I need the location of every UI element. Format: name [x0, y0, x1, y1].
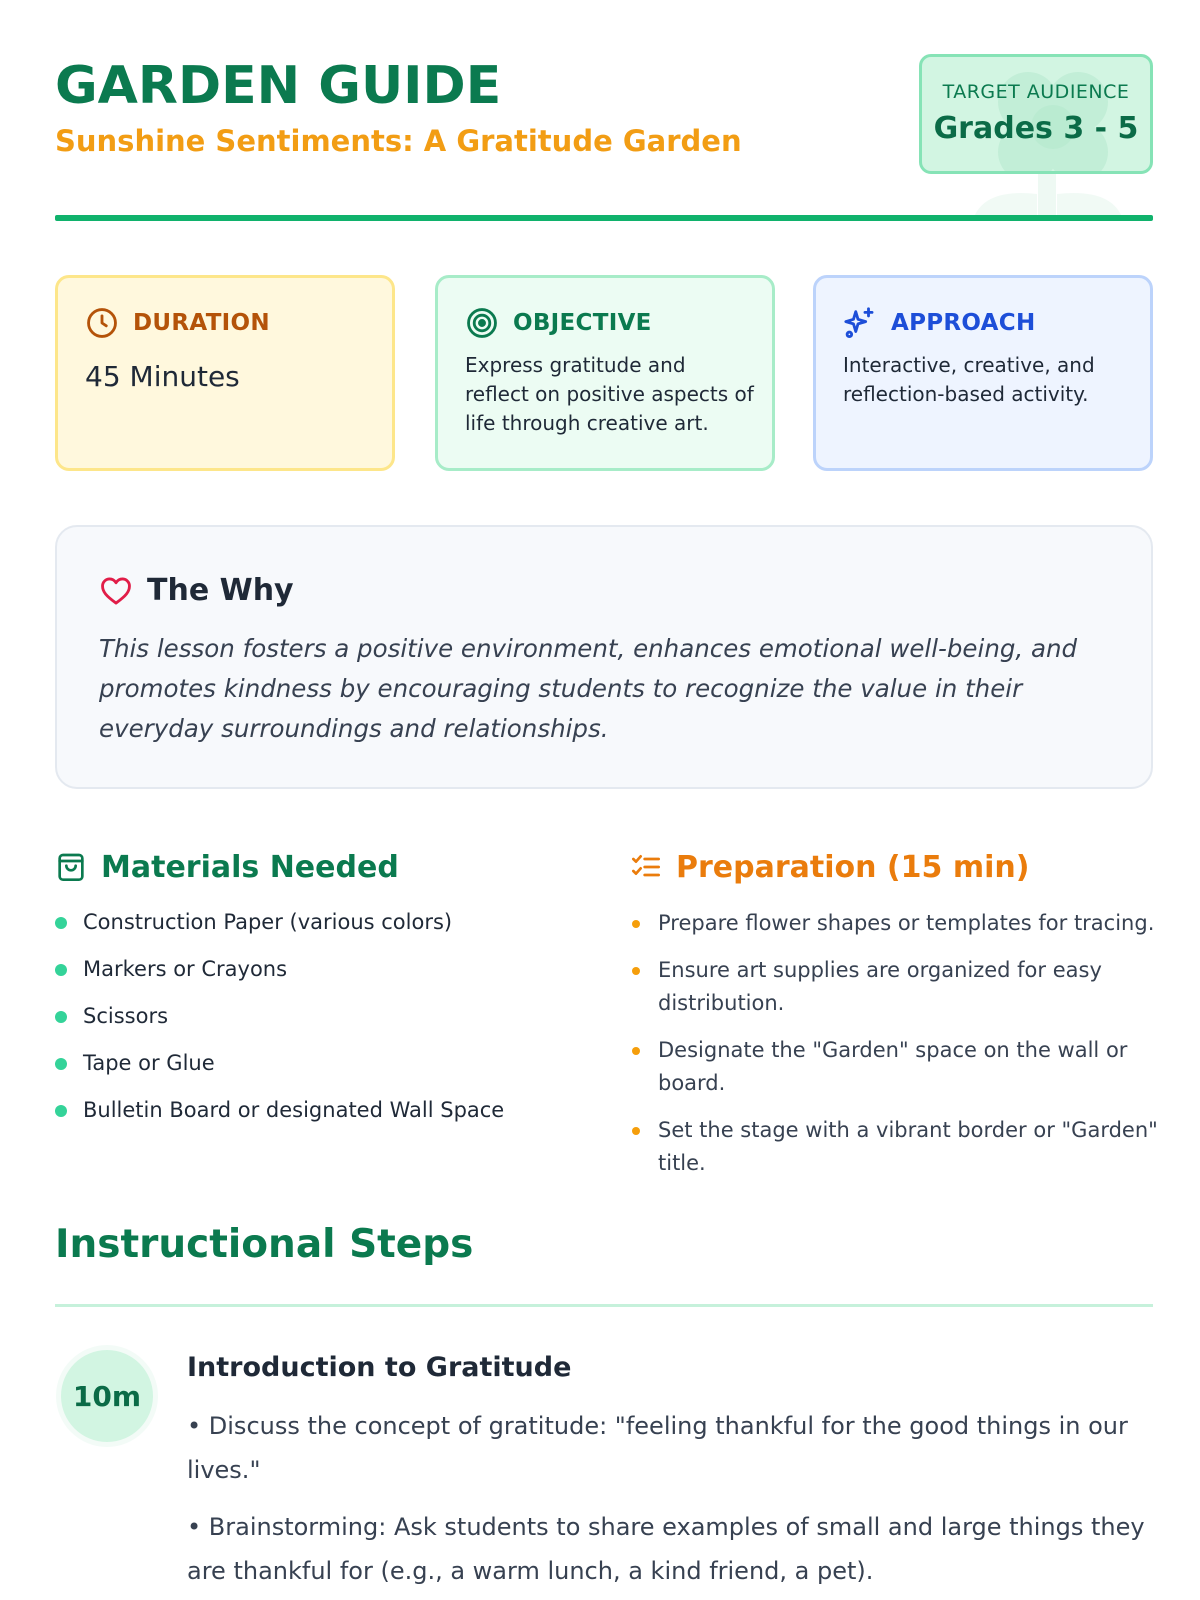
- duration-value: 45 Minutes: [85, 360, 240, 393]
- page-subtitle: Sunshine Sentiments: A Gratitude Garden: [55, 124, 742, 158]
- list-item: Ensure art supplies are organized for easy distribution.: [630, 954, 1160, 1020]
- shopping-bag-icon: [55, 851, 87, 883]
- target-icon: [465, 306, 499, 340]
- duration-title: DURATION: [133, 310, 270, 336]
- list-item: Bulletin Board or designated Wall Space: [55, 1095, 575, 1142]
- materials-list: [55, 907, 575, 1142]
- steps-title: Instructional Steps: [55, 1222, 474, 1267]
- step-bullet: • Brainstorming: Ask students to share examples of small and large things they are thankful for (e.g., a warm lunch, a kind friend, a pet).: [187, 1513, 1145, 1585]
- approach-title: APPROACH: [891, 310, 1036, 336]
- list-item: Markers or Crayons: [55, 954, 575, 1001]
- list-item: Set the stage with a vibrant border or "Garden" title.: [630, 1114, 1160, 1180]
- list-item: Prepare flower shapes or templates for tracing.: [630, 907, 1160, 940]
- sparkles-icon: [843, 306, 877, 340]
- objective-card: [435, 275, 775, 471]
- objective-title: OBJECTIVE: [513, 310, 652, 336]
- approach-text: Interactive, creative, and reflection-based activity.: [843, 353, 1095, 406]
- audience-value: Grades 3 - 5: [933, 111, 1139, 146]
- audience-label: TARGET AUDIENCE: [942, 81, 1130, 103]
- materials-title: Materials Needed: [101, 849, 399, 885]
- page-title: GARDEN GUIDE: [55, 56, 502, 116]
- approach-card: [813, 275, 1153, 471]
- heart-icon: [99, 574, 133, 608]
- why-text: This lesson fosters a positive environment, enhances emotional well-being, and promotes kindness by encouraging students to recognize the value in their everyday surroundings and relationships.: [99, 634, 1078, 743]
- header-divider: [55, 215, 1153, 221]
- lesson-guide-page: [55, 0, 1158, 1600]
- clock-icon: [85, 306, 119, 340]
- step-bullet: • Discuss the concept of gratitude: "feeling thankful for the good things in our lives.": [187, 1412, 1128, 1484]
- list-item: Tape or Glue: [55, 1048, 575, 1095]
- materials-section: [55, 845, 575, 1142]
- list-item: Construction Paper (various colors): [55, 907, 575, 954]
- why-section: [55, 525, 1153, 789]
- step-item: [187, 1350, 1153, 1600]
- flower-stem-icon: [973, 174, 1123, 220]
- step-title: Introduction to Gratitude: [187, 1352, 572, 1383]
- list-item: Designate the "Garden" space on the wall or board.: [630, 1034, 1160, 1100]
- objective-text: Express gratitude and reflect on positive aspects of life through creative art.: [465, 353, 754, 435]
- preparation-section: [630, 845, 1160, 1194]
- preparation-title: Preparation (15 min): [676, 849, 1030, 885]
- why-title: The Why: [147, 573, 294, 608]
- step-duration-badge: 10m: [61, 1350, 153, 1442]
- duration-card: [55, 275, 395, 471]
- target-audience-badge: [919, 54, 1153, 174]
- steps-divider: [55, 1304, 1153, 1307]
- list-item: Scissors: [55, 1001, 575, 1048]
- header: [55, 54, 1153, 224]
- checklist-icon: [630, 851, 662, 883]
- preparation-list: [630, 907, 1160, 1180]
- step-bullets: [187, 1404, 1153, 1593]
